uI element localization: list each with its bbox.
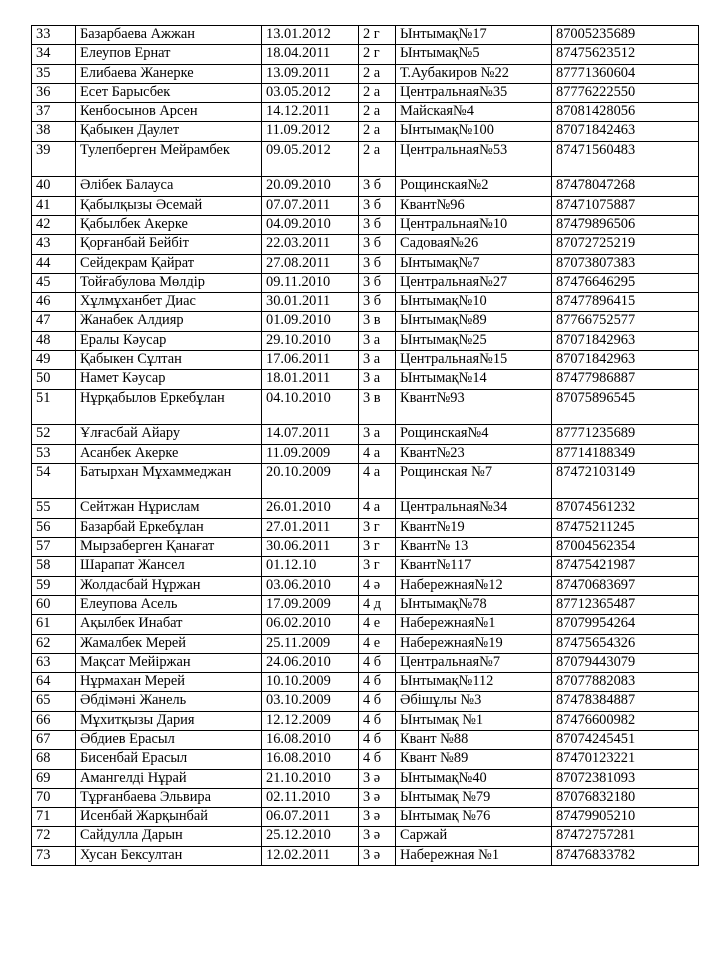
phone-cell: 87766752577 [552,312,699,331]
birth-date-cell: 03.05.2012 [262,83,359,102]
class-cell: 3 ә [359,808,396,827]
phone-cell: 87071842463 [552,122,699,141]
phone-cell: 87475654326 [552,634,699,653]
class-cell: 3 б [359,293,396,312]
row-number-cell: 49 [32,351,76,370]
phone-cell: 87771360604 [552,64,699,83]
row-number-cell: 44 [32,254,76,273]
student-name-cell: Хұлмұханбет Диас [76,293,262,312]
row-number-cell: 53 [32,444,76,463]
phone-cell: 87476646295 [552,273,699,292]
row-number-cell: 72 [32,827,76,846]
class-cell: 3 б [359,235,396,254]
address-cell: Ынтымақ№100 [396,122,552,141]
row-number-cell: 48 [32,331,76,350]
address-cell: Набережная №1 [396,846,552,865]
table-row [32,846,699,865]
table-row [32,64,699,83]
class-cell: 4 б [359,653,396,672]
address-cell: Ынтымақ №76 [396,808,552,827]
address-cell: Центральная№10 [396,215,552,234]
class-cell: 3 ә [359,827,396,846]
table-row [32,595,699,614]
address-cell: Квант№19 [396,518,552,537]
student-name-cell: Жанабек Алдияр [76,312,262,331]
address-cell: Ынтымақ№5 [396,45,552,64]
table-row [32,827,699,846]
phone-cell: 87079443079 [552,653,699,672]
student-name-cell: Қабыкен Сұлтан [76,351,262,370]
class-cell: 4 б [359,692,396,711]
birth-date-cell: 16.08.2010 [262,730,359,749]
address-cell: Набережная№12 [396,576,552,595]
class-cell: 3 г [359,557,396,576]
student-name-cell: Нұрқабылов Еркебұлан [76,389,262,425]
row-number-cell: 70 [32,788,76,807]
table-row [32,425,699,444]
row-number-cell: 43 [32,235,76,254]
address-cell: Ынтымақ№25 [396,331,552,350]
class-cell: 4 б [359,730,396,749]
class-cell: 4 а [359,499,396,518]
row-number-cell: 40 [32,177,76,196]
student-name-cell: Исенбай Жарқынбай [76,808,262,827]
row-number-cell: 64 [32,673,76,692]
phone-cell: 87475211245 [552,518,699,537]
birth-date-cell: 04.10.2010 [262,389,359,425]
phone-cell: 87071842963 [552,331,699,350]
class-cell: 4 б [359,750,396,769]
student-name-cell: Кенбосынов Арсен [76,103,262,122]
address-cell: Ынтымақ№17 [396,26,552,45]
student-name-cell: Әлібек Балауса [76,177,262,196]
row-number-cell: 47 [32,312,76,331]
phone-cell: 87477896415 [552,293,699,312]
phone-cell: 87074245451 [552,730,699,749]
student-name-cell: Асанбек Акерке [76,444,262,463]
table-row [32,557,699,576]
class-cell: 3 г [359,518,396,537]
birth-date-cell: 20.09.2010 [262,177,359,196]
table-row [32,254,699,273]
row-number-cell: 60 [32,595,76,614]
birth-date-cell: 25.11.2009 [262,634,359,653]
phone-cell: 87076832180 [552,788,699,807]
row-number-cell: 35 [32,64,76,83]
class-cell: 2 а [359,103,396,122]
table-row [32,730,699,749]
birth-date-cell: 17.06.2011 [262,351,359,370]
phone-cell: 87081428056 [552,103,699,122]
table-row [32,215,699,234]
table-row [32,634,699,653]
address-cell: Квант№ 13 [396,538,552,557]
row-number-cell: 57 [32,538,76,557]
student-name-cell: Әбдімәні Жанель [76,692,262,711]
class-cell: 3 в [359,389,396,425]
student-name-cell: Есет Барысбек [76,83,262,102]
birth-date-cell: 17.09.2009 [262,595,359,614]
class-cell: 3 а [359,425,396,444]
phone-cell: 87005235689 [552,26,699,45]
phone-cell: 87475623512 [552,45,699,64]
row-number-cell: 69 [32,769,76,788]
student-name-cell: Қорғанбай Бейбіт [76,235,262,254]
class-cell: 4 д [359,595,396,614]
table-row [32,293,699,312]
table-row [32,499,699,518]
address-cell: Саржай [396,827,552,846]
row-number-cell: 45 [32,273,76,292]
birth-date-cell: 14.12.2011 [262,103,359,122]
student-name-cell: Ақылбек Инабат [76,615,262,634]
class-cell: 3 б [359,196,396,215]
birth-date-cell: 27.01.2011 [262,518,359,537]
address-cell: Ынтымақ№10 [396,293,552,312]
phone-cell: 87476833782 [552,846,699,865]
class-cell: 4 б [359,673,396,692]
class-cell: 3 б [359,273,396,292]
student-name-cell: Базарбай Еркебұлан [76,518,262,537]
row-number-cell: 59 [32,576,76,595]
student-name-cell: Нұрмахан Мерей [76,673,262,692]
table-row [32,273,699,292]
student-name-cell: Базарбаева Ажжан [76,26,262,45]
birth-date-cell: 11.09.2012 [262,122,359,141]
student-name-cell: Тулепберген Мейрамбек [76,141,262,177]
birth-date-cell: 16.08.2010 [262,750,359,769]
birth-date-cell: 01.09.2010 [262,312,359,331]
address-cell: Набережная№1 [396,615,552,634]
table-row [32,103,699,122]
row-number-cell: 66 [32,711,76,730]
row-number-cell: 46 [32,293,76,312]
student-name-cell: Әбдиев Ерасыл [76,730,262,749]
phone-cell: 87071842963 [552,351,699,370]
row-number-cell: 68 [32,750,76,769]
table-row [32,141,699,177]
phone-cell: 87072381093 [552,769,699,788]
student-name-cell: Шарапат Жансел [76,557,262,576]
address-cell: Рощинская№2 [396,177,552,196]
address-cell: Центральная№35 [396,83,552,102]
birth-date-cell: 18.01.2011 [262,370,359,389]
class-cell: 3 ә [359,769,396,788]
phone-cell: 87475421987 [552,557,699,576]
class-cell: 3 а [359,331,396,350]
table-row [32,177,699,196]
table-row [32,312,699,331]
birth-date-cell: 01.12.10 [262,557,359,576]
table-row [32,26,699,45]
class-cell: 4 е [359,615,396,634]
student-name-cell: Сайдулла Дарын [76,827,262,846]
address-cell: Набережная№19 [396,634,552,653]
birth-date-cell: 14.07.2011 [262,425,359,444]
class-cell: 3 в [359,312,396,331]
birth-date-cell: 04.09.2010 [262,215,359,234]
row-number-cell: 37 [32,103,76,122]
address-cell: Ынтымақ№112 [396,673,552,692]
row-number-cell: 42 [32,215,76,234]
table-row [32,351,699,370]
phone-cell: 87072725219 [552,235,699,254]
birth-date-cell: 11.09.2009 [262,444,359,463]
address-cell: Квант№96 [396,196,552,215]
table-row [32,370,699,389]
address-cell: Центральная№7 [396,653,552,672]
phone-cell: 87712365487 [552,595,699,614]
phone-cell: 87471075887 [552,196,699,215]
row-number-cell: 62 [32,634,76,653]
student-name-cell: Намет Кәусар [76,370,262,389]
row-number-cell: 41 [32,196,76,215]
table-row [32,463,699,499]
birth-date-cell: 22.03.2011 [262,235,359,254]
phone-cell: 87004562354 [552,538,699,557]
phone-cell: 87472757281 [552,827,699,846]
phone-cell: 87077882083 [552,673,699,692]
address-cell: Центральная№15 [396,351,552,370]
row-number-cell: 54 [32,463,76,499]
birth-date-cell: 09.05.2012 [262,141,359,177]
class-cell: 3 ә [359,846,396,865]
table-row [32,538,699,557]
birth-date-cell: 10.10.2009 [262,673,359,692]
student-name-cell: Амангелді Нұрай [76,769,262,788]
birth-date-cell: 13.01.2012 [262,26,359,45]
birth-date-cell: 29.10.2010 [262,331,359,350]
birth-date-cell: 21.10.2010 [262,769,359,788]
row-number-cell: 63 [32,653,76,672]
student-name-cell: Сейдекрам Қайрат [76,254,262,273]
phone-cell: 87470123221 [552,750,699,769]
address-cell: Т.Аубакиров №22 [396,64,552,83]
table-row [32,692,699,711]
table-row [32,235,699,254]
address-cell: Ынтымақ№40 [396,769,552,788]
table-row [32,750,699,769]
birth-date-cell: 03.06.2010 [262,576,359,595]
table-row [32,788,699,807]
table-row [32,45,699,64]
row-number-cell: 71 [32,808,76,827]
class-cell: 3 б [359,215,396,234]
row-number-cell: 65 [32,692,76,711]
student-name-cell: Қабылқызы Әсемай [76,196,262,215]
row-number-cell: 52 [32,425,76,444]
class-cell: 2 а [359,122,396,141]
class-cell: 4 а [359,444,396,463]
address-cell: Квант №88 [396,730,552,749]
birth-date-cell: 06.07.2011 [262,808,359,827]
birth-date-cell: 03.10.2009 [262,692,359,711]
class-cell: 3 б [359,254,396,273]
address-cell: Ынтымақ№7 [396,254,552,273]
class-cell: 4 ә [359,576,396,595]
phone-cell: 87073807383 [552,254,699,273]
phone-cell: 87771235689 [552,425,699,444]
row-number-cell: 39 [32,141,76,177]
row-number-cell: 51 [32,389,76,425]
address-cell: Квант№117 [396,557,552,576]
row-number-cell: 34 [32,45,76,64]
class-cell: 2 а [359,83,396,102]
address-cell: Центральная№34 [396,499,552,518]
class-cell: 2 г [359,26,396,45]
student-name-cell: Жолдасбай Нұржан [76,576,262,595]
table-row [32,331,699,350]
class-cell: 2 а [359,64,396,83]
student-name-cell: Елибаева Жанерке [76,64,262,83]
birth-date-cell: 13.09.2011 [262,64,359,83]
birth-date-cell: 30.01.2011 [262,293,359,312]
student-name-cell: Мақсат Мейіржан [76,653,262,672]
birth-date-cell: 12.12.2009 [262,711,359,730]
student-name-cell: Тойғабулова Мөлдір [76,273,262,292]
row-number-cell: 58 [32,557,76,576]
birth-date-cell: 02.11.2010 [262,788,359,807]
phone-cell: 87714188349 [552,444,699,463]
class-cell: 4 б [359,711,396,730]
birth-date-cell: 20.10.2009 [262,463,359,499]
student-name-cell: Ұлғасбай Айару [76,425,262,444]
class-cell: 4 а [359,463,396,499]
address-cell: Квант№93 [396,389,552,425]
class-cell: 2 а [359,141,396,177]
birth-date-cell: 27.08.2011 [262,254,359,273]
address-cell: Центральная№27 [396,273,552,292]
birth-date-cell: 26.01.2010 [262,499,359,518]
student-name-cell: Елеупова Асель [76,595,262,614]
table-row [32,711,699,730]
student-name-cell: Хусан Бексултан [76,846,262,865]
phone-cell: 87478047268 [552,177,699,196]
table-row [32,576,699,595]
student-name-cell: Елеупов Ернат [76,45,262,64]
class-cell: 2 г [359,45,396,64]
row-number-cell: 61 [32,615,76,634]
phone-cell: 87479896506 [552,215,699,234]
row-number-cell: 55 [32,499,76,518]
row-number-cell: 67 [32,730,76,749]
student-name-cell: Қабылбек Акерке [76,215,262,234]
phone-cell: 87472103149 [552,463,699,499]
student-name-cell: Бисенбай Ерасыл [76,750,262,769]
table-row [32,673,699,692]
birth-date-cell: 12.02.2011 [262,846,359,865]
table-row [32,389,699,425]
row-number-cell: 38 [32,122,76,141]
phone-cell: 87074561232 [552,499,699,518]
class-cell: 3 а [359,351,396,370]
class-cell: 3 б [359,177,396,196]
address-cell: Ынтымақ№78 [396,595,552,614]
student-table-body [32,26,699,866]
student-table [31,25,699,866]
student-name-cell: Жамалбек Мерей [76,634,262,653]
table-row [32,196,699,215]
row-number-cell: 50 [32,370,76,389]
student-name-cell: Мұхитқызы Дария [76,711,262,730]
student-name-cell: Батырхан Мұхаммеджан [76,463,262,499]
table-row [32,653,699,672]
address-cell: Әбішұлы №3 [396,692,552,711]
phone-cell: 87471560483 [552,141,699,177]
student-name-cell: Тұрғанбаева Эльвира [76,788,262,807]
address-cell: Квант №89 [396,750,552,769]
class-cell: 4 е [359,634,396,653]
address-cell: Рощинская№4 [396,425,552,444]
row-number-cell: 73 [32,846,76,865]
address-cell: Майская№4 [396,103,552,122]
address-cell: Рощинская №7 [396,463,552,499]
phone-cell: 87079954264 [552,615,699,634]
row-number-cell: 36 [32,83,76,102]
birth-date-cell: 06.02.2010 [262,615,359,634]
birth-date-cell: 24.06.2010 [262,653,359,672]
student-name-cell: Сейтжан Нұрислам [76,499,262,518]
birth-date-cell: 30.06.2011 [262,538,359,557]
address-cell: Ынтымақ№14 [396,370,552,389]
table-row [32,808,699,827]
birth-date-cell: 18.04.2011 [262,45,359,64]
table-row [32,122,699,141]
birth-date-cell: 25.12.2010 [262,827,359,846]
birth-date-cell: 09.11.2010 [262,273,359,292]
address-cell: Ынтымақ №1 [396,711,552,730]
table-row [32,769,699,788]
birth-date-cell: 07.07.2011 [262,196,359,215]
row-number-cell: 33 [32,26,76,45]
address-cell: Ынтымақ№89 [396,312,552,331]
row-number-cell: 56 [32,518,76,537]
address-cell: Центральная№53 [396,141,552,177]
phone-cell: 87470683697 [552,576,699,595]
phone-cell: 87476600982 [552,711,699,730]
address-cell: Садовая№26 [396,235,552,254]
address-cell: Квант№23 [396,444,552,463]
class-cell: 3 ә [359,788,396,807]
table-row [32,615,699,634]
phone-cell: 87477986887 [552,370,699,389]
phone-cell: 87075896545 [552,389,699,425]
table-row [32,83,699,102]
phone-cell: 87478384887 [552,692,699,711]
address-cell: Ынтымақ №79 [396,788,552,807]
student-name-cell: Мырзаберген Қанағат [76,538,262,557]
student-name-cell: Ералы Кәусар [76,331,262,350]
class-cell: 3 а [359,370,396,389]
table-row [32,444,699,463]
class-cell: 3 г [359,538,396,557]
student-name-cell: Қабыкен Даулет [76,122,262,141]
table-row [32,518,699,537]
phone-cell: 87776222550 [552,83,699,102]
phone-cell: 87479905210 [552,808,699,827]
